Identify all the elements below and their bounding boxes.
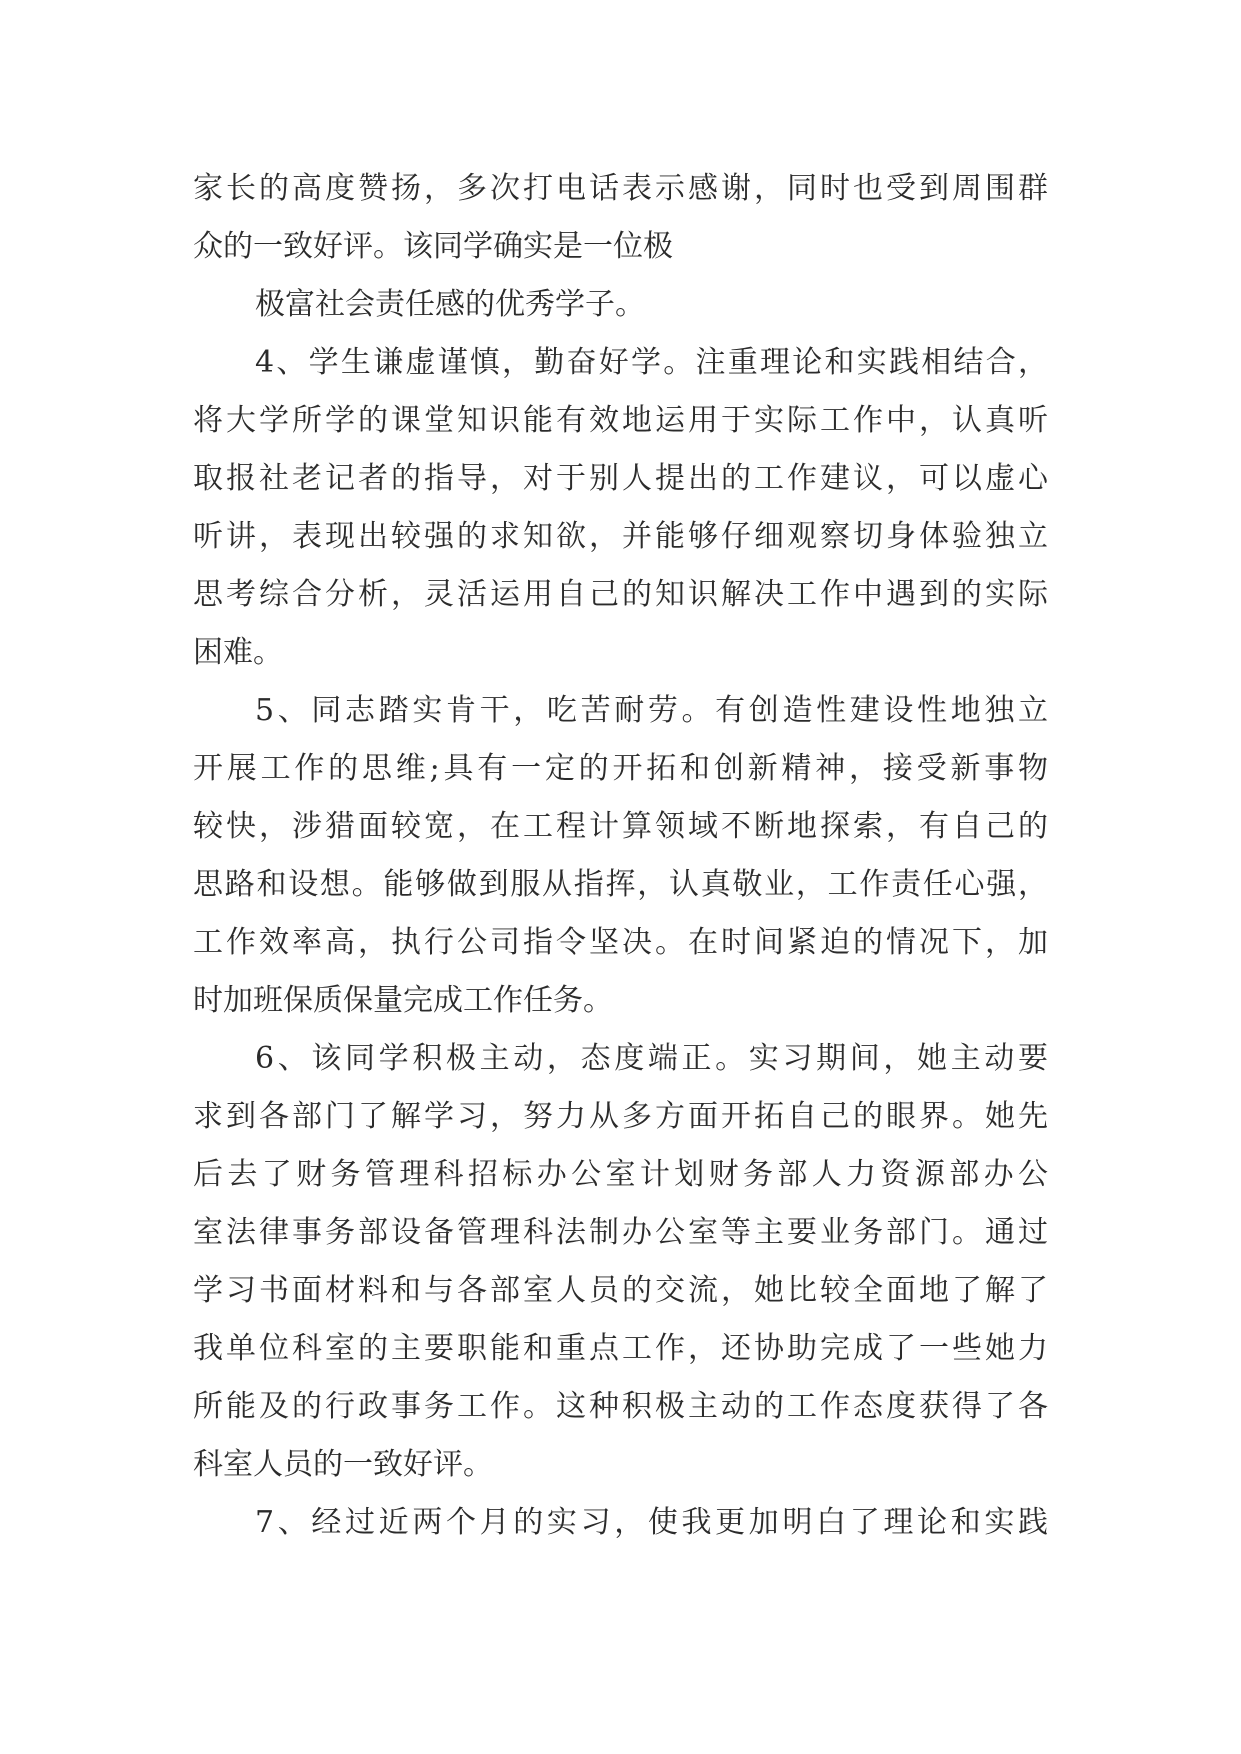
text-line: 众的一致好评。该同学确实是一位极: [193, 229, 673, 264]
text-line: 所能及的行政事务工作。这种积极主动的工作态度获得了各: [193, 1389, 1048, 1424]
text-line: 时加班保质保量完成工作任务。: [193, 983, 613, 1018]
text-line: 将大学所学的课堂知识能有效地运用于实际工作中，认真听: [193, 403, 1048, 438]
text-line: 家长的高度赞扬，多次打电话表示感谢，同时也受到周围群: [193, 171, 1048, 206]
text-line: 后去了财务管理科招标办公室计划财务部人力资源部办公: [193, 1157, 1048, 1192]
text-line: 4、学生谦虚谨慎，勤奋好学。注重理论和实践相结合，: [255, 345, 1048, 380]
text-line: 求到各部门了解学习，努力从多方面开拓自己的眼界。她先: [193, 1099, 1048, 1134]
text-line: 极富社会责任感的优秀学子。: [255, 287, 645, 322]
text-line: 5、同志踏实肯干，吃苦耐劳。有创造性建设性地独立: [255, 693, 1048, 728]
text-line: 学习书面材料和与各部室人员的交流，她比较全面地了解了: [193, 1273, 1048, 1308]
text-line: 思路和设想。能够做到服从指挥，认真敬业，工作责任心强，: [193, 867, 1048, 902]
text-line: 7、经过近两个月的实习，使我更加明白了理论和实践: [255, 1505, 1048, 1540]
text-line: 听讲，表现出较强的求知欲，并能够仔细观察切身体验独立: [193, 519, 1048, 554]
text-line: 室法律事务部设备管理科法制办公室等主要业务部门。通过: [193, 1215, 1048, 1250]
text-line: 较快，涉猎面较宽，在工程计算领域不断地探索，有自己的: [193, 809, 1048, 844]
text-line: 6、该同学积极主动，态度端正。实习期间，她主动要: [255, 1041, 1048, 1076]
text-line: 取报社老记者的指导，对于别人提出的工作建议，可以虚心: [193, 461, 1048, 496]
text-line: 我单位科室的主要职能和重点工作，还协助完成了一些她力: [193, 1331, 1048, 1366]
text-line: 工作效率高，执行公司指令坚决。在时间紧迫的情况下，加: [193, 925, 1048, 960]
text-line: 思考综合分析，灵活运用自己的知识解决工作中遇到的实际: [193, 577, 1048, 612]
body-text: [193, 160, 1048, 1552]
text-line: 开展工作的思维;具有一定的开拓和创新精神，接受新事物: [193, 751, 1048, 786]
text-line: 科室人员的一致好评。: [193, 1447, 493, 1482]
text-line: 困难。: [193, 635, 283, 670]
